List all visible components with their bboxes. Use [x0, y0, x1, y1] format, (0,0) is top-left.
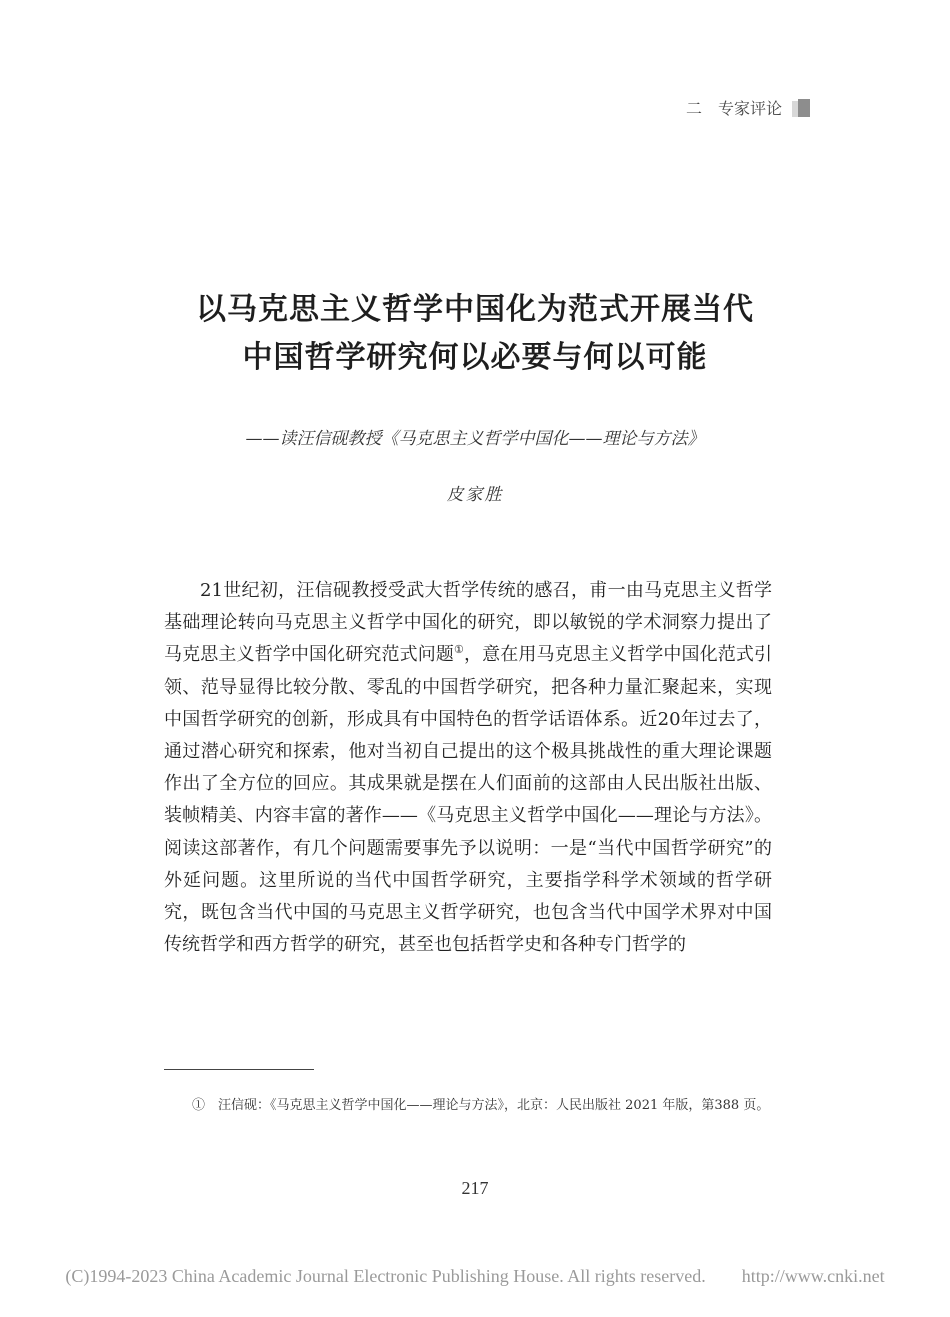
title-line-1: 以马克思主义哲学中国化为范式开展当代 [196, 292, 754, 327]
footnote [164, 1094, 772, 1118]
running-header [686, 96, 810, 119]
section-label: 二 专家评论 [685, 99, 782, 118]
page-number: 217 [461, 1178, 489, 1198]
footnote-divider [164, 1069, 314, 1070]
article-title [0, 286, 950, 382]
copyright-notice: (C)1994-2023 China Academic Journal Electronic Publishing House. All rights reserved. http://www.cnki.net [65, 1266, 885, 1286]
body-paragraph [164, 575, 772, 961]
footnote-text: 汪信砚：《马克思主义哲学中国化——理论与方法》，北京：人民出版社 2021 年版，第388 页。 [218, 1098, 770, 1113]
title-line-2: 中国哲学研究何以必要与何以可能 [242, 340, 708, 375]
section-marker-icon [792, 99, 810, 117]
footnote-reference[interactable]: ① [454, 643, 464, 657]
author-name: 皮家胜 [446, 485, 504, 505]
footnote-mark: ① [192, 1098, 206, 1113]
body-text-part-1: 21世纪初，汪信砚教授受武大哲学传统的感召，甫一由马克思主义哲学基础理论转向马克思主义哲学中国化的研究，即以敏锐的学术洞察力提出了马克思主义哲学中国化研究范式问题 [164, 580, 772, 666]
body-text-part-2: ，意在用马克思主义哲学中国化范式引领、范导显得比较分散、零乱的中国哲学研究，把各种力量汇聚起来，实现中国哲学研究的创新，形成具有中国特色的哲学话语体系。近20年过去了，通过潜心研究和探索，他对当初自己提出的这个极具挑战性的重大理论课题作出了全方位的回应。其成果就是摆在人们面前的这部由人民出版社出版、装帧精美、内容丰富的著作——《马克思主义哲学中国化——理论与方法》。阅读这部著作，有几个问题需要事先予以说明：一是“当代中国哲学研究”的外延问题。这里所说的当代中国哲学研究，主要指学科学术领域的哲学研究，既包含当代中国的马克思主义哲学研究，也包含当代中国学术界对中国传统哲学和西方哲学的研究，甚至也包括哲学史和各种专门哲学的 [164, 644, 772, 956]
article-subtitle: ——读汪信砚教授《马克思主义哲学中国化——理论与方法》 [245, 429, 705, 449]
